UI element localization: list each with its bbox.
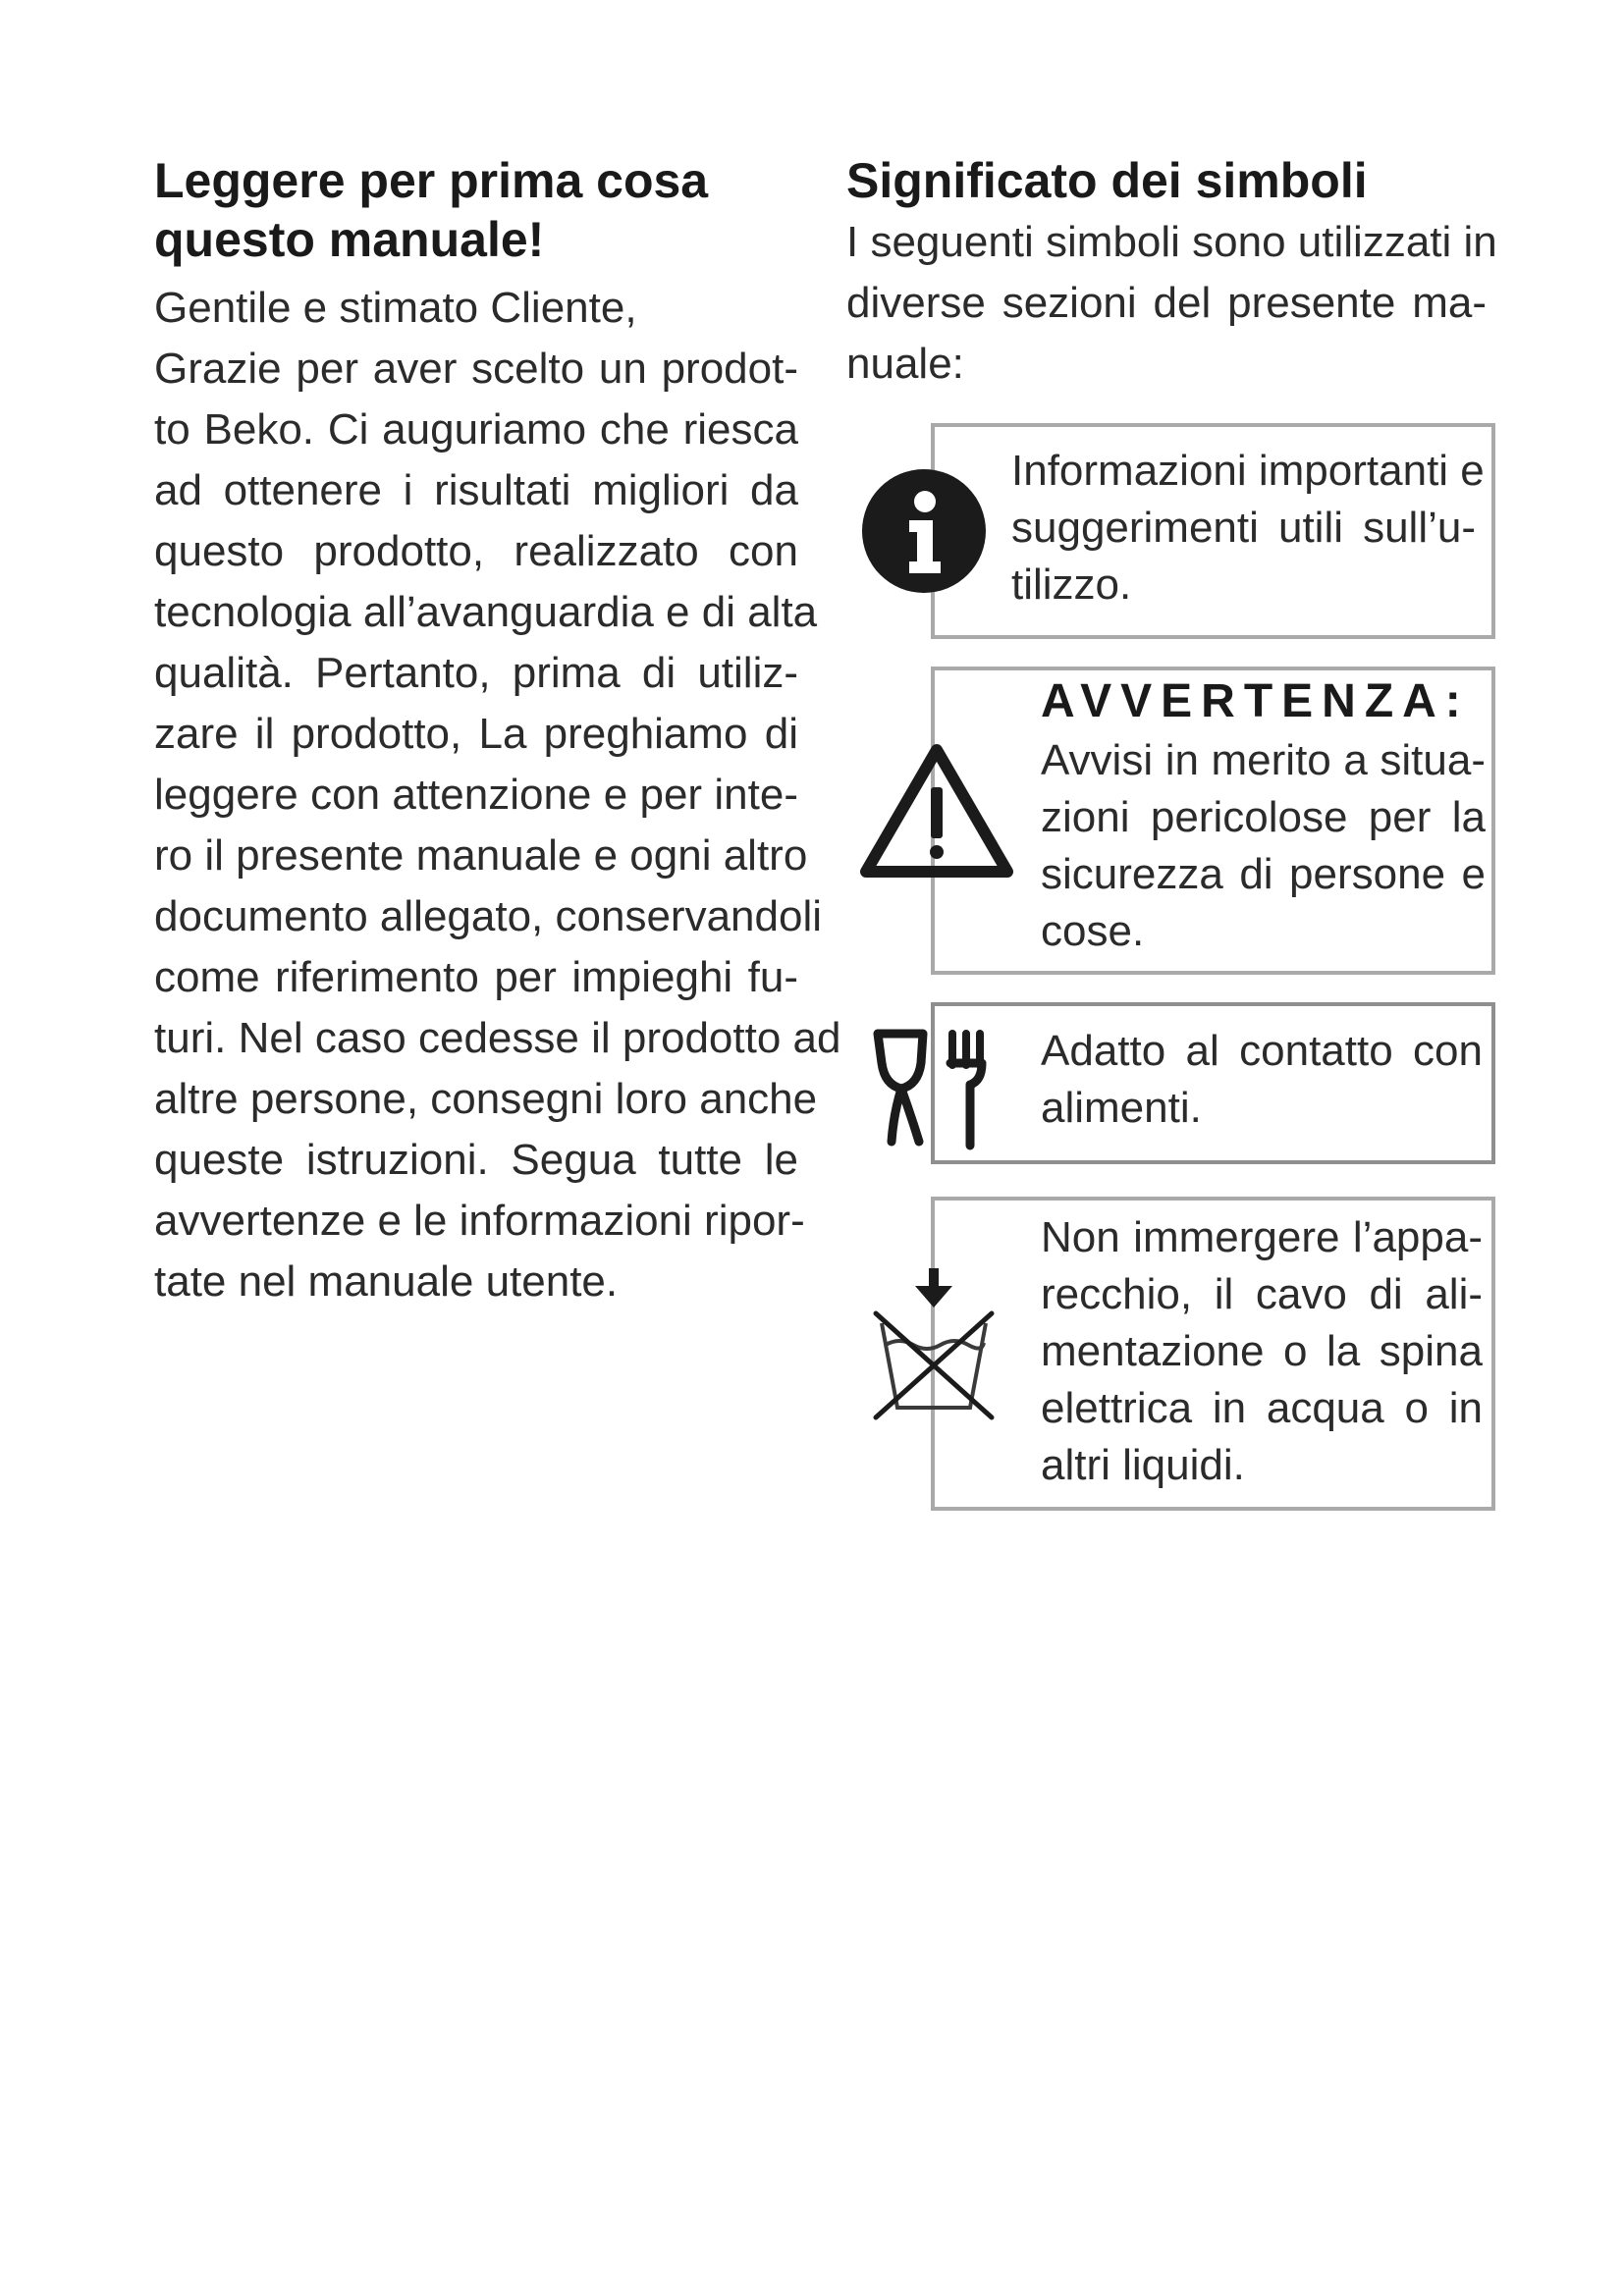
food-contact-text bbox=[1041, 1023, 1483, 1137]
info-icon bbox=[860, 467, 988, 595]
symbols-intro-line: nuale: bbox=[846, 340, 964, 388]
do-not-immerse-text-line: altri liquidi. bbox=[1041, 1441, 1245, 1489]
paragraph-line: tate nel manuale utente. bbox=[154, 1257, 619, 1306]
do-not-immerse-text-line: recchio, il cavo di ali- bbox=[1041, 1270, 1483, 1318]
paragraph-line: leggere con attenzione e per inte- bbox=[154, 771, 798, 819]
do-not-immerse-icon bbox=[870, 1264, 998, 1421]
paragraph-line: tecnologia all’avanguardia e di alta bbox=[154, 588, 818, 636]
paragraph-line: questo prodotto, realizzato con bbox=[154, 527, 798, 575]
warning-text-line: sicurezza di persone e bbox=[1041, 850, 1486, 898]
symbols-intro-line: diverse sezioni del presente ma- bbox=[846, 279, 1487, 327]
paragraph-line: ro il presente manuale e ogni altro bbox=[154, 831, 808, 880]
do-not-immerse-text-line: Non immergere l’appa- bbox=[1041, 1213, 1483, 1261]
warning-text-line: cose. bbox=[1041, 907, 1145, 955]
do-not-immerse-text-line: elettrica in acqua o in bbox=[1041, 1384, 1483, 1432]
paragraph-line: queste istruzioni. Segua tutte le bbox=[154, 1136, 798, 1184]
info-text-line: suggerimenti utili sull’u- bbox=[1011, 504, 1476, 552]
warning-text-line: Avvisi in merito a situa- bbox=[1041, 736, 1486, 784]
paragraph-line: come riferimento per impieghi fu- bbox=[154, 953, 798, 1001]
info-text-line: tilizzo. bbox=[1011, 561, 1132, 609]
symbols-heading: Significato dei simboli bbox=[846, 153, 1368, 208]
do-not-immerse-text-line: mentazione o la spina bbox=[1041, 1327, 1483, 1375]
info-text bbox=[1011, 443, 1485, 614]
food-contact-icon bbox=[872, 1026, 1000, 1153]
food-contact-text-line: Adatto al contatto con bbox=[1041, 1027, 1483, 1075]
paragraph-line: altre persone, consegni loro anche bbox=[154, 1075, 818, 1123]
symbols-intro-line: I seguenti simboli sono utilizzati in bbox=[846, 218, 1497, 266]
greeting: Gentile e stimato Cliente, bbox=[154, 284, 637, 332]
paragraph-line: turi. Nel caso cedesse il prodotto ad bbox=[154, 1014, 841, 1062]
intro-paragraph bbox=[154, 339, 841, 1312]
paragraph-line: qualità. Pertanto, prima di utiliz- bbox=[154, 649, 798, 697]
warning-triangle-icon bbox=[858, 742, 1015, 880]
paragraph-line: documento allegato, conservandoli bbox=[154, 892, 823, 940]
left-heading-line: Leggere per prima cosa bbox=[154, 153, 709, 208]
symbols-intro bbox=[846, 212, 1497, 395]
warning-title: AVVERTENZA: bbox=[1041, 675, 1470, 727]
paragraph-line: to Beko. Ci auguriamo che riesca bbox=[154, 405, 798, 454]
warning-text-line: zioni pericolose per la bbox=[1041, 793, 1486, 841]
left-heading-line: questo manuale! bbox=[154, 212, 545, 267]
warning-text bbox=[1041, 671, 1486, 960]
do-not-immerse-text bbox=[1041, 1209, 1483, 1494]
info-text-line: Informazioni importanti e bbox=[1011, 447, 1485, 495]
left-heading bbox=[154, 151, 708, 269]
food-contact-text-line: alimenti. bbox=[1041, 1084, 1202, 1132]
paragraph-line: ad ottenere i risultati migliori da bbox=[154, 466, 798, 514]
paragraph-line: Grazie per aver scelto un prodot- bbox=[154, 345, 798, 393]
paragraph-line: zare il prodotto, La preghiamo di bbox=[154, 710, 798, 758]
paragraph-line: avvertenze e le informazioni ripor- bbox=[154, 1197, 805, 1245]
